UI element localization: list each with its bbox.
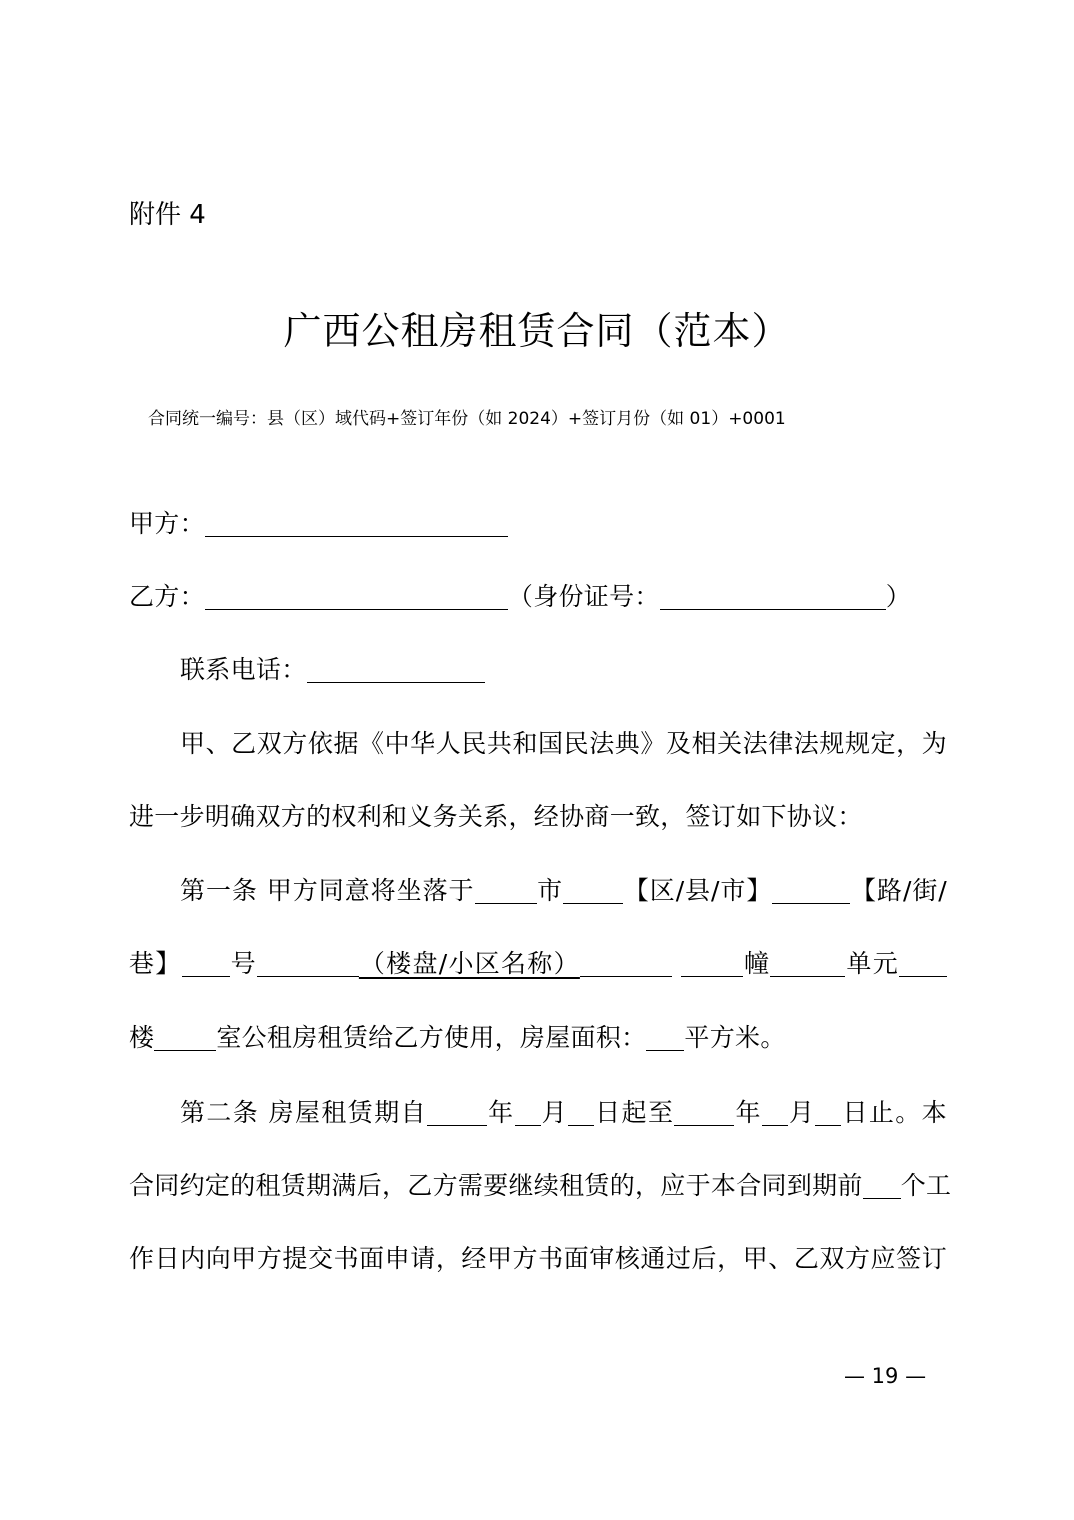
end-day-blank [815, 1099, 841, 1126]
room-text: 室公租房租赁给乙方使用，房屋面积： [216, 1023, 647, 1052]
start-year-blank [427, 1099, 487, 1126]
id-number-label: （身份证号： [507, 582, 660, 611]
city-blank [475, 877, 537, 904]
contract-number-note: 合同统一编号：县（区）域代码+签订年份（如 2024）+签订月份（如 01）+0001 [148, 409, 786, 429]
start-day-blank [568, 1099, 594, 1126]
unit-blank [770, 950, 845, 977]
party-b-label: 乙方： [129, 582, 205, 611]
end-month-blank [762, 1099, 788, 1126]
room-blank [154, 1024, 216, 1051]
party-b-blank [205, 583, 508, 610]
article2-line2-end: 个工 [900, 1171, 952, 1200]
end-day-text: 日止。本 [841, 1098, 947, 1127]
phone-blank [307, 656, 485, 683]
article1-label: 第一条 [180, 876, 258, 905]
phone-line [180, 650, 947, 686]
party-a-line [129, 504, 947, 540]
district-text: 【区/县/市】 [623, 876, 773, 905]
estate-post-blank [580, 950, 672, 977]
area-blank [646, 1024, 684, 1051]
end-month-text: 月 [787, 1098, 816, 1127]
page-number: — 19 — [844, 1364, 927, 1388]
road-blank [772, 877, 850, 904]
article2-line-1 [180, 1093, 947, 1129]
article2-intro: 房屋租赁期自 [268, 1098, 427, 1127]
article1-intro: 甲方同意将坐落于 [266, 876, 475, 905]
id-number-close: ） [885, 582, 912, 611]
start-month-text: 月 [540, 1098, 569, 1127]
unit-text: 单元 [845, 949, 899, 978]
start-year-text: 年 [487, 1098, 515, 1127]
article2-line-3: 作日内向甲方提交书面申请，经甲方书面审核通过后，甲、乙双方应签订 [129, 1244, 947, 1273]
party-b-line [129, 577, 947, 613]
city-text: 市 [536, 876, 564, 905]
end-year-text: 年 [734, 1098, 762, 1127]
house-number-blank [182, 950, 230, 977]
id-number-blank [660, 583, 886, 610]
document-title: 广西公租房租赁合同（范本） [283, 309, 791, 353]
preamble-line-2: 进一步明确双方的权利和义务关系，经协商一致，签订如下协议： [129, 802, 863, 831]
article1-line-3 [129, 1018, 947, 1054]
estate-pre-blank [257, 950, 359, 977]
floor-text: 楼 [129, 1023, 155, 1052]
article2-line2-text: 合同约定的租赁期满后，乙方需要继续租赁的，应于本合同到期前 [129, 1171, 863, 1200]
building-text: 幢 [743, 949, 771, 978]
road-open-text: 【路/街/ [850, 876, 948, 905]
estate-name-text: （楼盘/小区名称） [358, 949, 580, 978]
preamble-line-1: 甲、乙双方依据《中华人民共和国民法典》及相关法律法规规定，为 [180, 729, 947, 758]
article2-label: 第二条 [180, 1098, 260, 1127]
floor-blank [899, 950, 947, 977]
area-unit-text: 平方米。 [684, 1023, 786, 1052]
end-year-blank [674, 1099, 734, 1126]
annex-label: 附件 4 [129, 200, 206, 230]
start-month-blank [515, 1099, 541, 1126]
article1-line-2 [129, 944, 947, 980]
building-blank [681, 950, 743, 977]
phone-label: 联系电话： [180, 655, 307, 684]
article1-line-1 [180, 871, 947, 907]
article2-line-2 [129, 1166, 952, 1202]
start-day-text: 日起至 [594, 1098, 675, 1127]
house-number-text: 号 [229, 949, 257, 978]
road-close-text: 巷】 [129, 949, 182, 978]
party-a-blank [205, 510, 508, 537]
party-a-label: 甲方： [129, 509, 205, 538]
workdays-blank [863, 1172, 901, 1199]
district-blank [563, 877, 623, 904]
